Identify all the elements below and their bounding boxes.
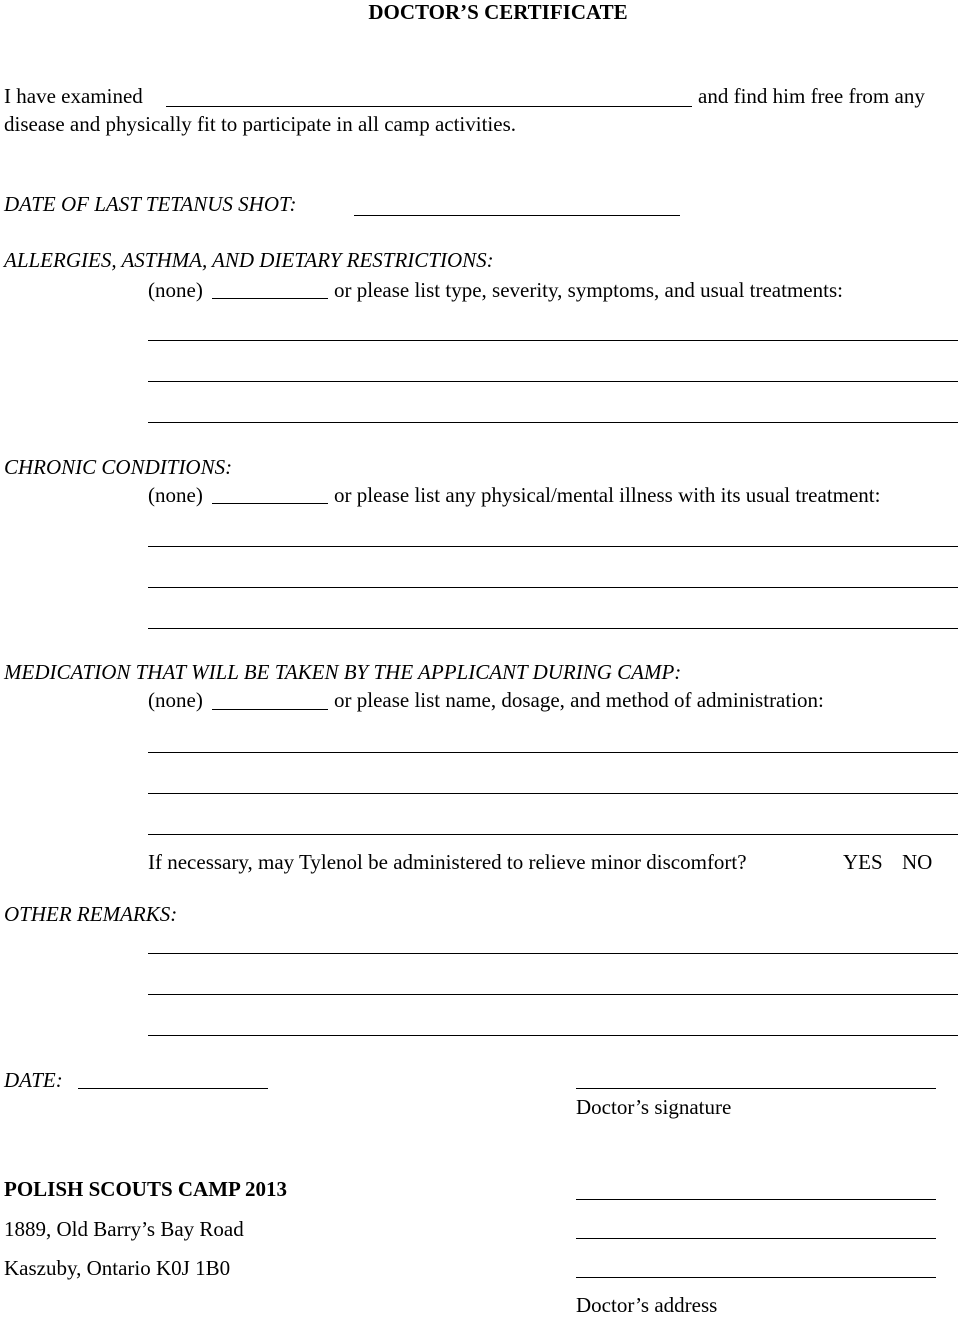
address-label: Doctor’s address	[576, 1293, 718, 1317]
date-field[interactable]	[78, 1088, 268, 1089]
signature-field[interactable]	[576, 1088, 936, 1089]
medication-instruction: or please list name, dosage, and method of administration:	[334, 688, 824, 712]
camp-name: POLISH SCOUTS CAMP 2013	[4, 1177, 287, 1201]
medication-none-label: (none)	[148, 688, 203, 712]
medication-line-1[interactable]	[148, 752, 958, 753]
chronic-line-1[interactable]	[148, 546, 958, 547]
chronic-none-field[interactable]	[212, 503, 328, 504]
intro-text-start: I have examined	[4, 84, 143, 108]
medication-line-3[interactable]	[148, 834, 958, 835]
remarks-heading: OTHER REMARKS:	[4, 902, 178, 926]
remarks-line-3[interactable]	[148, 1035, 958, 1036]
medication-none-field[interactable]	[212, 709, 328, 710]
tetanus-date-field[interactable]	[354, 215, 680, 216]
tylenol-question: If necessary, may Tylenol be administered to relieve minor discomfort?	[148, 850, 747, 874]
allergies-heading: ALLERGIES, ASTHMA, AND DIETARY RESTRICTIONS:	[4, 248, 494, 272]
signature-label: Doctor’s signature	[576, 1095, 732, 1119]
tetanus-label: DATE OF LAST TETANUS SHOT:	[4, 192, 297, 216]
chronic-line-3[interactable]	[148, 628, 958, 629]
allergies-instruction: or please list type, severity, symptoms, and usual treatments:	[334, 278, 843, 302]
address-line-1[interactable]	[576, 1199, 936, 1200]
page-title: DOCTOR’S CERTIFICATE	[368, 0, 628, 24]
medication-line-2[interactable]	[148, 793, 958, 794]
allergies-line-1[interactable]	[148, 340, 958, 341]
tylenol-no-option[interactable]: NO	[902, 850, 933, 874]
remarks-line-2[interactable]	[148, 994, 958, 995]
intro-text-end: and find him free from any	[698, 84, 925, 108]
allergies-none-label: (none)	[148, 278, 203, 302]
remarks-line-1[interactable]	[148, 953, 958, 954]
chronic-instruction: or please list any physical/mental illness with its usual treatment:	[334, 483, 881, 507]
chronic-heading: CHRONIC CONDITIONS:	[4, 455, 233, 479]
allergies-line-2[interactable]	[148, 381, 958, 382]
chronic-line-2[interactable]	[148, 587, 958, 588]
patient-name-field[interactable]	[166, 106, 692, 107]
date-label: DATE:	[4, 1068, 63, 1092]
allergies-none-field[interactable]	[212, 298, 328, 299]
allergies-line-3[interactable]	[148, 422, 958, 423]
intro-text-continuation: disease and physically fit to participate in all camp activities.	[4, 112, 516, 136]
address-line-3[interactable]	[576, 1277, 936, 1278]
camp-address-line-2: Kaszuby, Ontario K0J 1B0	[4, 1256, 231, 1280]
tylenol-yes-option[interactable]: YES	[843, 850, 883, 874]
camp-address-line-1: 1889, Old Barry’s Bay Road	[4, 1217, 244, 1241]
chronic-none-label: (none)	[148, 483, 203, 507]
address-line-2[interactable]	[576, 1238, 936, 1239]
medication-heading: MEDICATION THAT WILL BE TAKEN BY THE APPLICANT DURING CAMP:	[4, 660, 682, 684]
